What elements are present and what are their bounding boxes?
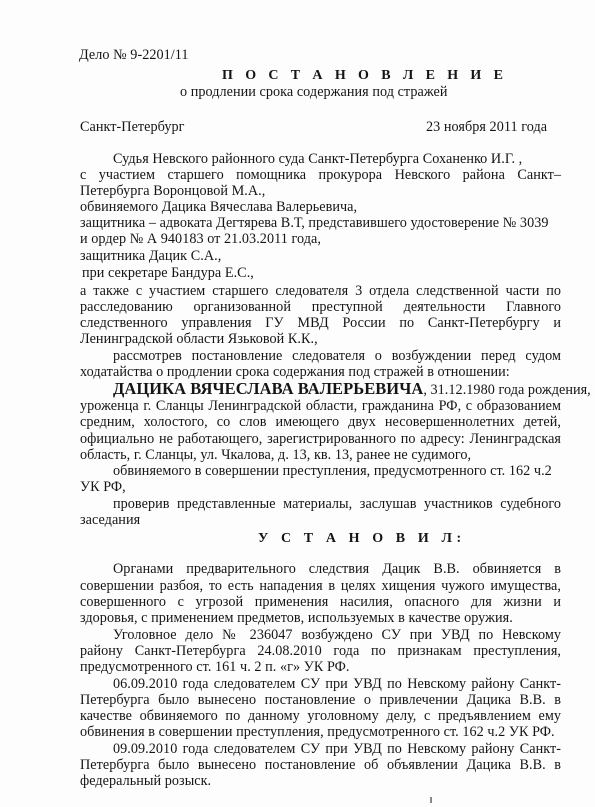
accused-line: проверив представленные материалы, заслушав участников судебного	[113, 496, 561, 512]
intro-line: Судья Невского районного суда Санкт-Петербурга Соханенко И.Г. ,	[113, 151, 523, 167]
city: Санкт-Петербург	[80, 119, 185, 135]
intro-line: Ленинградской области Язьковой К.К.,	[80, 331, 318, 347]
accused-line: обвиняемого в совершении преступления, предусмотренного ст. 162 ч.2	[113, 463, 552, 479]
intro-line: ходатайства о продлении срока содержания под стражей в отношении:	[80, 364, 510, 380]
intro-line: обвиняемого Дацика Вячеслава Валерьевича,	[80, 199, 358, 215]
intro-line: при секретаре Бандура Е.С.,	[82, 265, 254, 281]
accused-name: ДАЦИКА ВЯЧЕСЛАВА ВАЛЕРЬЕВИЧА	[113, 379, 424, 398]
body-line: 06.09.2010 года следователем СУ при УВД по Невскому району Санкт-	[113, 676, 561, 692]
accused-line: УК РФ,	[80, 479, 126, 495]
body-line: обвинения в совершении преступления, предусмотренного ст. 162 ч.2 УК РФ.	[80, 724, 555, 740]
intro-line: расследованию организованной преступной деятельности Главного	[80, 299, 561, 315]
accused-birth: , 31.12.1980 года рождения,	[423, 382, 591, 398]
body-line: федеральный розыск.	[80, 773, 212, 789]
body-line: Уголовное дело № 236047 возбуждено СУ при УВД по Невскому	[113, 627, 561, 643]
intro-line: следственного управления ГУ МВД России по Санкт-Петербургу и	[80, 315, 561, 331]
accused-line: средним, холостого, со слов имеющего двух несовершеннолетних детей,	[80, 414, 561, 430]
document-date: 23 ноября 2011 года	[426, 119, 548, 135]
document-title: П О С Т А Н О В Л Е Н И Е	[222, 68, 508, 83]
body-line: Петербурга было вынесено постановление об объявлении Дацика В.В. в	[80, 757, 561, 773]
accused-line	[113, 380, 591, 399]
intro-line: рассмотрев постановление следователя о возбуждении перед судом	[113, 348, 561, 364]
intro-line: с участием старшего помощника прокурора Невского района Санкт–	[80, 167, 561, 183]
body-line: 09.09.2010 года следователем СУ при УВД по Невскому району Санкт-	[113, 741, 561, 757]
accused-line: заседания	[80, 512, 141, 528]
body-line: совершенного с угрозой применения насилия, опасного для жизни и	[80, 594, 561, 610]
body-line: Органами предварительного следствия Дацик В.В. обвиняется в	[113, 561, 561, 577]
accused-line: уроженца г. Сланцы Ленинградской области, гражданина РФ, с образованием	[80, 398, 561, 414]
section-title: У С Т А Н О В И Л:	[258, 531, 466, 546]
case-number: Дело № 9-2201/11	[79, 47, 189, 63]
body-line: качестве обвиняемого по данному уголовному делу, с предъявлением ему	[80, 708, 561, 724]
intro-line: а также с участием старшего следователя 3 отдела следственной части по	[80, 283, 561, 299]
body-line: здоровья, с применением предметов, используемых в качестве оружия.	[80, 610, 513, 626]
intro-line: защитника – адвоката Дегтярева В.Т, представившего удостоверение № 3039	[80, 215, 549, 231]
accused-line: официально не работающего, зарегистрированного по адресу: Ленинградская	[80, 431, 561, 447]
scan-artifact	[430, 797, 432, 803]
intro-line: Петербурга Воронцовой М.А.,	[80, 183, 266, 199]
body-line: району Санкт-Петербурга 24.08.2010 года по признакам преступления,	[80, 643, 561, 659]
accused-line: область, г. Сланцы, ул. Чкалова, д. 13, кв. 13, ранее не судимого,	[80, 447, 472, 463]
intro-line: защитника Дацик С.А.,	[80, 248, 222, 264]
body-line: Петербурга было вынесено постановление о привлечении Дацика В.В. в	[80, 692, 561, 708]
document-subtitle: о продлении срока содержания под стражей	[180, 84, 448, 100]
intro-line: и ордер № А 940183 от 21.03.2011 года,	[80, 231, 321, 247]
body-line: предусмотренного ст. 161 ч. 2 п. «г» УК РФ.	[80, 659, 350, 675]
body-line: совершении разбоя, то есть нападения в целях хищения чужого имущества,	[80, 578, 561, 594]
